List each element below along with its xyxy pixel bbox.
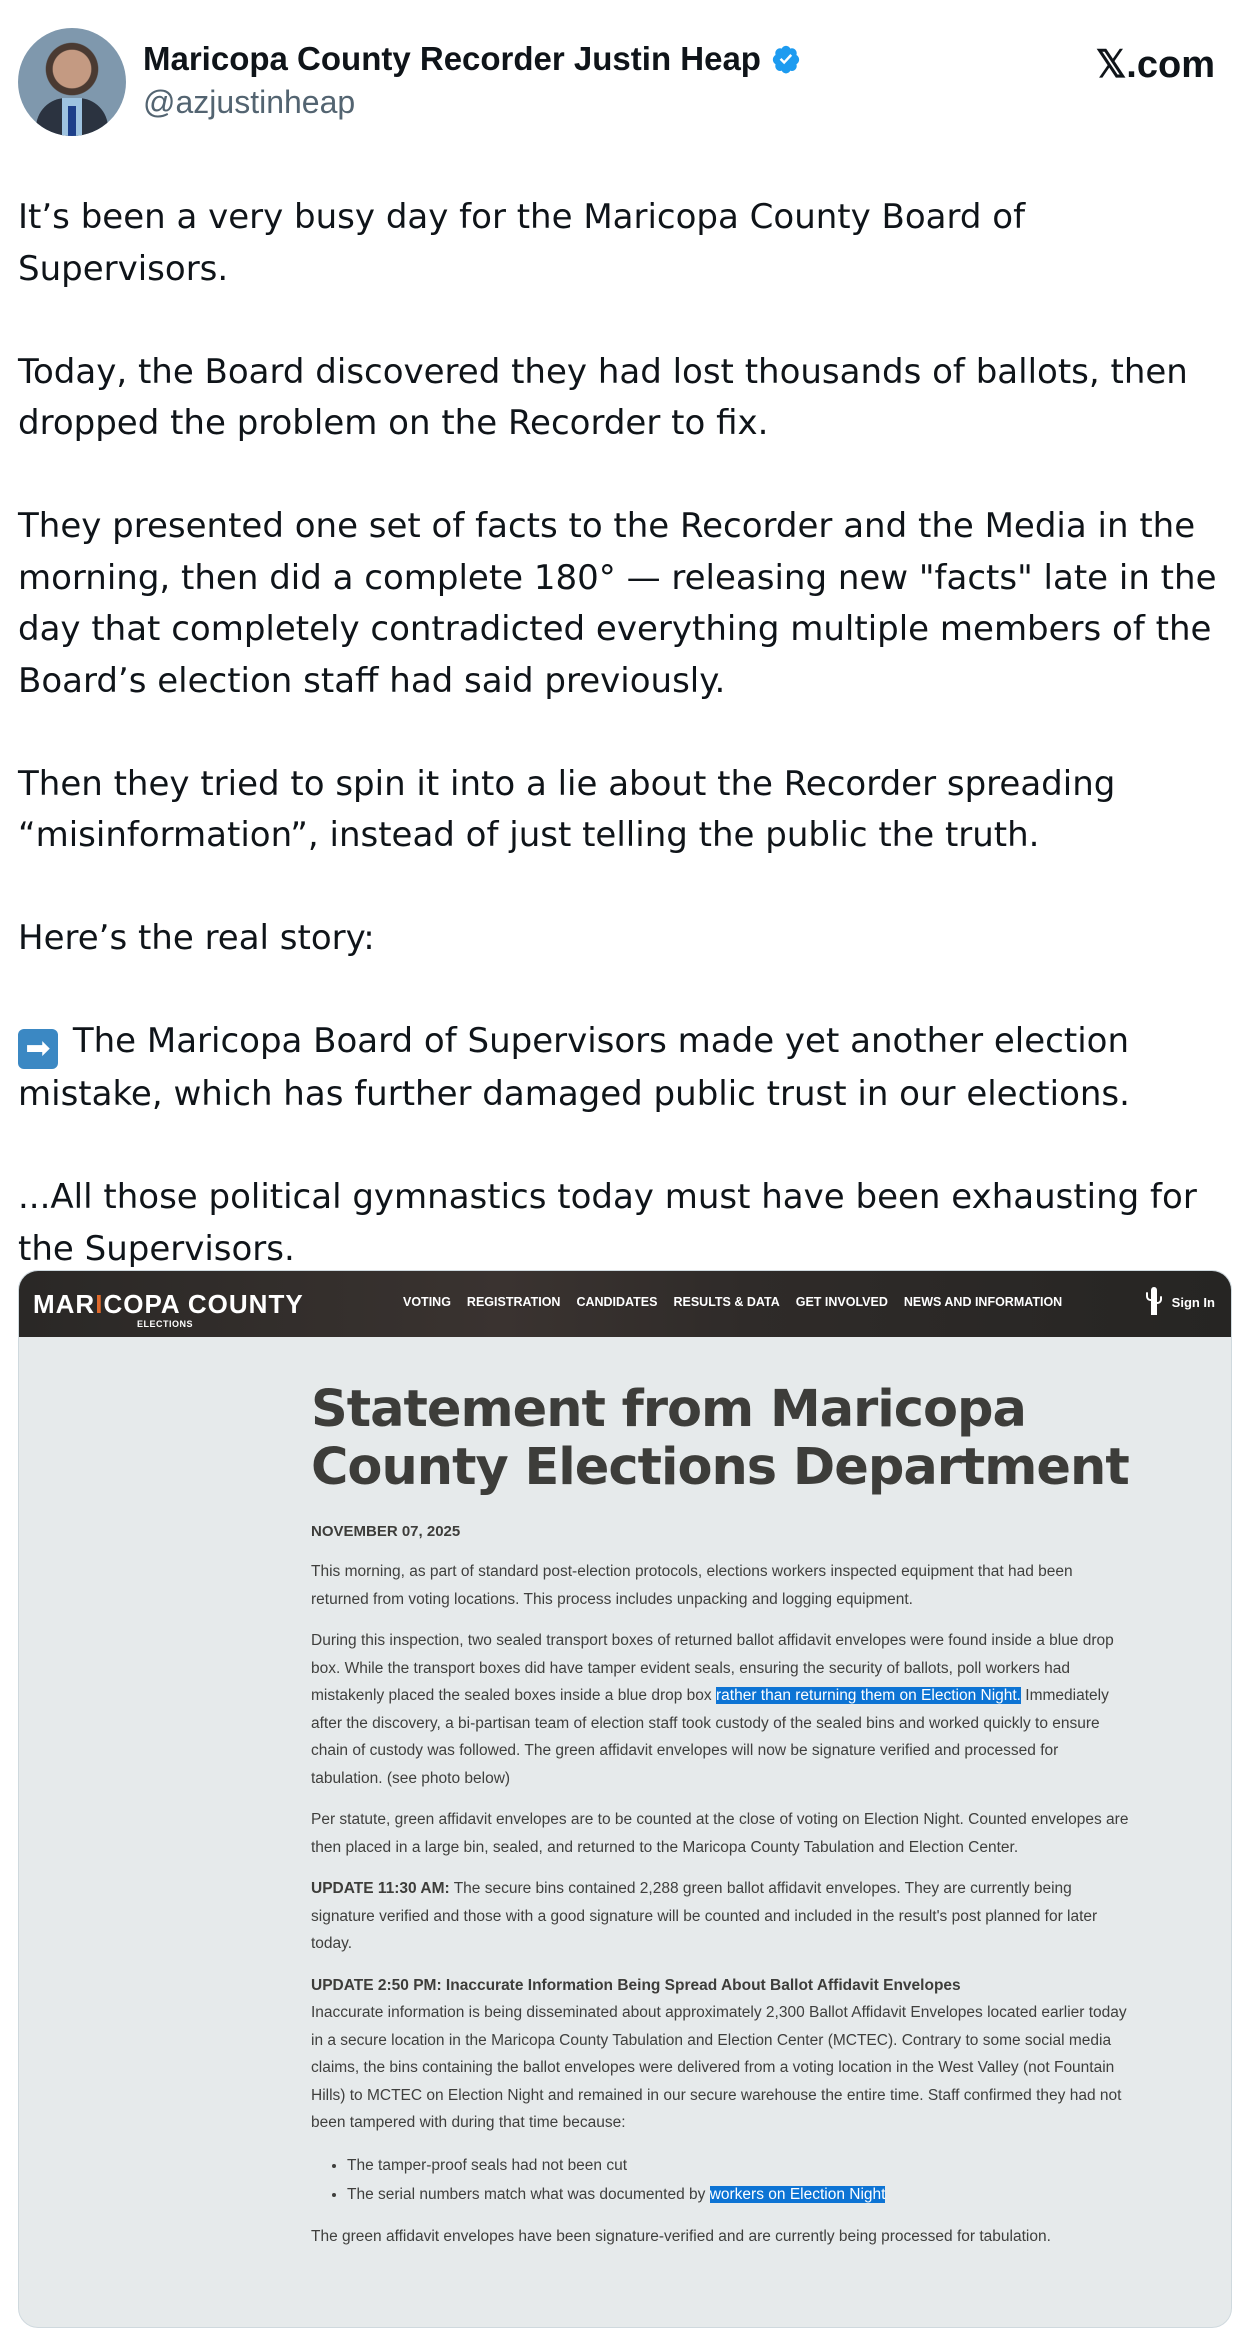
- maricopa-logo[interactable]: [33, 1289, 304, 1320]
- attached-screenshot[interactable]: [18, 1270, 1232, 2328]
- post-header: [0, 0, 1249, 150]
- highlighted-text: workers on Election Night: [709, 2185, 886, 2203]
- statement-date: NOVEMBER 07, 2025: [311, 1523, 461, 1540]
- nav-item-candidates[interactable]: CANDIDATES: [576, 1295, 658, 1309]
- author-name[interactable]: Maricopa County Recorder Justin Heap: [143, 40, 761, 77]
- logo-text-a: MAR: [33, 1289, 96, 1319]
- cactus-icon: I: [95, 1289, 104, 1319]
- post-paragraph: ...All those political gymnastics today must have been exhausting for the Supervisors.: [18, 1177, 1197, 1269]
- list-item-text: The serial numbers match what was documented by: [347, 2185, 710, 2203]
- avatar-tie: [68, 106, 76, 136]
- paragraph-text: During this inspection, two sealed transport boxes of returned ballot affidavit envelopes were found inside a blue drop box. While the transport boxes did have tamper evident seals, ensuring the security of ballots, poll workers had mistakenly placed the sealed boxes inside a blue drop box: [311, 1632, 1114, 1704]
- bullet-list: [311, 2151, 1131, 2209]
- nav-item-voting[interactable]: VOTING: [403, 1295, 451, 1309]
- verified-badge-icon: [771, 44, 801, 74]
- right-arrow-emoji-icon: ➡: [18, 1029, 58, 1069]
- author-name-row: [143, 40, 801, 78]
- nav-item-get-involved[interactable]: GET INVOLVED: [795, 1295, 888, 1309]
- update-text: Inaccurate information is being disseminated about approximately 2,300 Ballot Affidavit Envelopes located earlier today in a secure location in the Maricopa County Tabulation and Election Center (MCTEC). Contrary to some social media claims, the bins containing the ballot envelopes were delivered from a voting location in the West Valley (not Fountain Hills) to MCTEC on Election Night and remained in our secure warehouse the entire time. Staff confirmed they had not been tampered with during that time because:: [311, 2004, 1127, 2131]
- statement-paragraph: This morning, as part of standard post-election protocols, elections workers inspected equipment that had been returned from voting locations. This process includes unpacking and logging equipment.: [311, 1563, 1073, 1608]
- update-label: UPDATE 2:50 PM: Inaccurate Information Being Spread About Ballot Affidavit Envelopes: [311, 1976, 961, 1994]
- statement-article: [311, 1381, 1131, 2264]
- post-text: [18, 192, 1233, 1327]
- update-text: The secure bins contained 2,288 green ballot affidavit envelopes. They are currently being signature verified and those with a good signature will be counted and included in the result's post planned for later today.: [311, 1880, 1098, 1952]
- update-paragraph: [311, 1972, 1131, 2137]
- paragraph-text: Immediately after the discovery, a bi-partisan team of election staff took custody of the sealed bins and worked quickly to ensure chain of custody was followed. The green affidavit envelopes will now be signature verified and processed for tabulation. (see photo below): [311, 1687, 1109, 1787]
- highlighted-text: rather than returning them on Election Night.: [715, 1687, 1021, 1704]
- nav-item-results[interactable]: RESULTS & DATA: [673, 1295, 780, 1309]
- statement-title: Statement from Maricopa County Elections Department: [311, 1380, 1129, 1497]
- statement-paragraph: [311, 1627, 1131, 1792]
- x-logo[interactable]: 𝕏.com: [1095, 44, 1215, 86]
- post-paragraph: They presented one set of facts to the Recorder and the Media in the morning, then did a complete 180° — releasing new "facts" late in the day that completely contradicted everything multiple members of the Board’s election staff had said previously.: [18, 506, 1217, 701]
- statement-paragraph: Per statute, green affidavit envelopes are to be counted at the close of voting on Election Night. Counted envelopes are then placed in a large bin, sealed, and returned to the Maricopa County Tabulation and Election Center.: [311, 1811, 1129, 1856]
- site-nav-bar: [19, 1271, 1231, 1337]
- sign-in-button[interactable]: [1142, 1285, 1215, 1319]
- post-paragraph-text: The Maricopa Board of Supervisors made yet another election mistake, which has further damaged public trust in our elections.: [18, 1021, 1130, 1114]
- nav-item-news[interactable]: NEWS AND INFORMATION: [903, 1295, 1063, 1309]
- update-paragraph: [311, 1875, 1131, 1958]
- post-paragraph: Then they tried to spin it into a lie about the Recorder spreading “misinformation”, instead of just telling the public the truth.: [18, 763, 1116, 855]
- logo-subtitle: ELECTIONS: [137, 1319, 194, 1329]
- list-item: [347, 2180, 1131, 2209]
- post-paragraph: Here’s the real story:: [18, 918, 375, 958]
- author-handle[interactable]: @azjustinheap: [143, 84, 356, 120]
- post-paragraph: Today, the Board discovered they had lost thousands of ballots, then dropped the problem on the Recorder to fix.: [18, 351, 1188, 443]
- nav-item-registration[interactable]: REGISTRATION: [466, 1295, 561, 1309]
- update-label: UPDATE 11:30 AM:: [311, 1880, 450, 1897]
- post-paragraph: It’s been a very busy day for the Maricopa County Board of Supervisors.: [18, 197, 1026, 289]
- saguaro-icon: [1142, 1285, 1166, 1319]
- list-item: • The tamper-proof seals had not been cut: [347, 2151, 1131, 2180]
- sign-in-label: Sign In: [1171, 1294, 1215, 1310]
- post-paragraph: [18, 1016, 1233, 1121]
- statement-paragraph: The green affidavit envelopes have been signature-verified and are currently being processed for tabulation.: [311, 2227, 1051, 2245]
- author-avatar[interactable]: [18, 28, 126, 136]
- nav-menu: [403, 1295, 1062, 1309]
- logo-text-b: COPA COUNTY: [103, 1289, 304, 1319]
